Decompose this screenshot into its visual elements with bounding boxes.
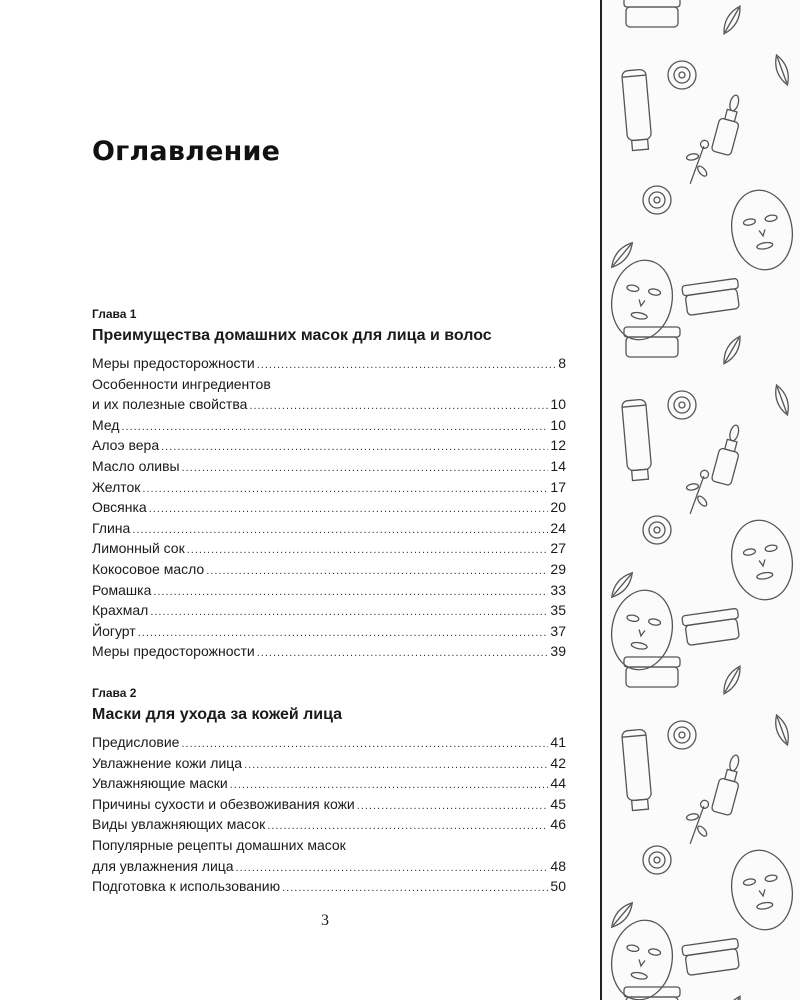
toc-entry — [92, 497, 566, 518]
toc-entry-page: 20 — [550, 499, 566, 516]
dot-leader — [244, 755, 548, 776]
leaf-icon — [772, 383, 792, 416]
toc-entry — [92, 559, 566, 580]
toc-entry — [92, 641, 566, 662]
cream-jar-icon — [682, 938, 742, 976]
toc-entry — [92, 456, 566, 477]
leaf-icon — [772, 53, 792, 86]
toc-entry-title: Масло оливы — [92, 457, 180, 474]
toc-entry-title: Лимонный сок — [92, 540, 185, 557]
toc-entry — [92, 600, 566, 621]
toc-entry — [92, 794, 566, 815]
leaf-icon — [720, 994, 745, 1000]
toc-entry-title: и их полезные свойства — [92, 396, 248, 413]
toc-entry — [92, 835, 566, 856]
cream-jar-icon — [624, 987, 680, 1000]
chapter-title: Маски для ухода за кожей лица — [92, 706, 343, 723]
rose-icon — [668, 391, 696, 419]
toc-entry — [92, 580, 566, 601]
toc-entry-page: 35 — [550, 602, 566, 619]
dot-leader — [132, 520, 548, 541]
toc-entry-page: 39 — [550, 643, 566, 660]
toc-entry — [92, 415, 566, 436]
toc-entry-page: 42 — [550, 754, 566, 771]
toc-entry-page: 33 — [550, 581, 566, 598]
toc-entry-title: Увлажнение кожи лица — [92, 754, 243, 771]
toc-entry — [92, 538, 566, 559]
dot-leader — [267, 816, 548, 837]
chapter-1 — [92, 305, 566, 662]
toc-entry-title: Увлажняющие маски — [92, 775, 228, 792]
toc-entry-title: Мед — [92, 416, 120, 433]
dot-leader — [249, 396, 548, 417]
sheet-mask-icon — [726, 515, 799, 604]
toc-entry-title: Предисловие — [92, 734, 180, 750]
toc-entry-title: Виды увлажняющих масок — [92, 816, 266, 833]
toc-entry — [92, 856, 566, 877]
dot-leader — [121, 417, 548, 438]
toc-entry-page: 27 — [550, 540, 566, 557]
toc-entry-page: 45 — [550, 795, 566, 812]
sheet-mask-icon — [726, 185, 799, 274]
tube-icon — [622, 69, 653, 151]
sheet-mask-icon — [606, 255, 679, 344]
toc-entry-title: Подготовка к использованию — [92, 878, 281, 895]
cream-jar-icon — [682, 278, 742, 316]
toc-entry — [92, 435, 566, 456]
page-title: Оглавление — [92, 136, 281, 167]
toc-entry — [92, 814, 566, 835]
toc-entries — [92, 353, 566, 662]
tube-icon — [622, 399, 653, 481]
decorative-illustration-panel — [600, 0, 800, 1000]
chapter-label: Глава 1 — [92, 307, 137, 321]
toc-entry — [92, 732, 566, 753]
toc-entry-page: 48 — [550, 857, 566, 874]
dot-leader — [257, 355, 556, 376]
toc-entry-title: Йогурт — [92, 622, 136, 639]
rose-icon — [643, 516, 671, 544]
toc-entry-title: Глина — [92, 519, 131, 536]
dot-leader — [282, 878, 548, 899]
toc-entry-page: 41 — [550, 734, 566, 750]
toc-entries — [92, 732, 566, 897]
toc-entry-page: 10 — [550, 416, 566, 433]
toc-entry-title: Кокосовое масло — [92, 560, 205, 577]
toc-entry-page: 10 — [550, 396, 566, 413]
toc-entry-page: 37 — [550, 622, 566, 639]
cream-jar-icon — [624, 657, 680, 687]
chapter-label: Глава 2 — [92, 686, 137, 700]
toc-entry-title: Желток — [92, 478, 141, 495]
rose-icon — [668, 61, 696, 89]
dot-leader — [149, 499, 549, 520]
chapter-title: Преимущества домашних масок для лица и волос — [92, 327, 492, 344]
rose-icon — [643, 186, 671, 214]
toc-entry-title: Алоэ вера — [92, 437, 160, 454]
leaf-icon — [772, 713, 792, 746]
sheet-mask-icon — [726, 845, 799, 934]
toc-entry-page: 12 — [550, 437, 566, 454]
toc-entry — [92, 621, 566, 642]
dot-leader — [357, 796, 549, 817]
toc-entry-page: 44 — [550, 775, 566, 792]
dot-leader — [187, 540, 549, 561]
toc-entry-title: Овсянка — [92, 499, 147, 516]
leaf-icon — [720, 4, 745, 37]
leaf-icon — [608, 570, 636, 601]
toc-entry-page: 17 — [550, 478, 566, 495]
toc-entry-title: Меры предосторожности — [92, 643, 255, 660]
toc-entry-title: Меры предосторожности — [92, 355, 255, 371]
toc-entry-page: 24 — [550, 519, 566, 536]
dot-leader — [236, 858, 549, 879]
chapter-2 — [92, 684, 566, 897]
toc-entry-page: 14 — [550, 457, 566, 474]
leaf-icon — [608, 240, 636, 271]
dot-leader — [182, 458, 549, 479]
rose-icon — [643, 846, 671, 874]
dot-leader — [153, 582, 548, 603]
cosmetics-pattern — [602, 0, 800, 1000]
toc-entry-page: 50 — [550, 878, 566, 895]
toc-entry-page: 46 — [550, 816, 566, 833]
dot-leader — [230, 775, 549, 796]
toc-entry — [92, 773, 566, 794]
cream-jar-icon — [624, 327, 680, 357]
dot-leader — [161, 437, 548, 458]
toc-entry — [92, 876, 566, 897]
toc-entry — [92, 394, 566, 415]
dot-leader — [206, 561, 548, 582]
toc-entry-page: 29 — [550, 560, 566, 577]
toc-entry-title: для увлажнения лица — [92, 857, 234, 874]
toc-entry-title: Причины сухости и обезвоживания кожи — [92, 795, 355, 812]
toc-entry-title: Ромашка — [92, 581, 152, 598]
dot-leader — [138, 623, 549, 644]
sheet-mask-icon — [606, 585, 679, 674]
dot-leader — [181, 734, 548, 755]
leaf-icon — [720, 664, 745, 697]
toc-entry-page: 8 — [558, 355, 566, 371]
dropper-bottle-icon — [711, 93, 746, 156]
toc-entry — [92, 477, 566, 498]
page-number: 3 — [321, 912, 329, 929]
toc-entry — [92, 753, 566, 774]
dropper-bottle-icon — [711, 753, 746, 816]
leaf-icon — [608, 900, 636, 931]
toc-entry — [92, 353, 566, 374]
toc-entry-title: Популярные рецепты домашних масок — [92, 836, 346, 853]
toc-entry — [92, 518, 566, 539]
tube-icon — [622, 729, 653, 811]
cream-jar-icon — [682, 608, 742, 646]
toc-entry-title: Крахмал — [92, 602, 149, 619]
dot-leader — [142, 479, 548, 500]
leaf-icon — [720, 334, 745, 367]
dot-leader — [257, 643, 549, 664]
dot-leader — [150, 602, 548, 623]
dropper-bottle-icon — [711, 423, 746, 486]
toc-entry — [92, 374, 566, 395]
rose-icon — [668, 721, 696, 749]
toc-entry-title: Особенности ингредиентов — [92, 375, 271, 392]
cream-jar-icon — [624, 0, 680, 27]
